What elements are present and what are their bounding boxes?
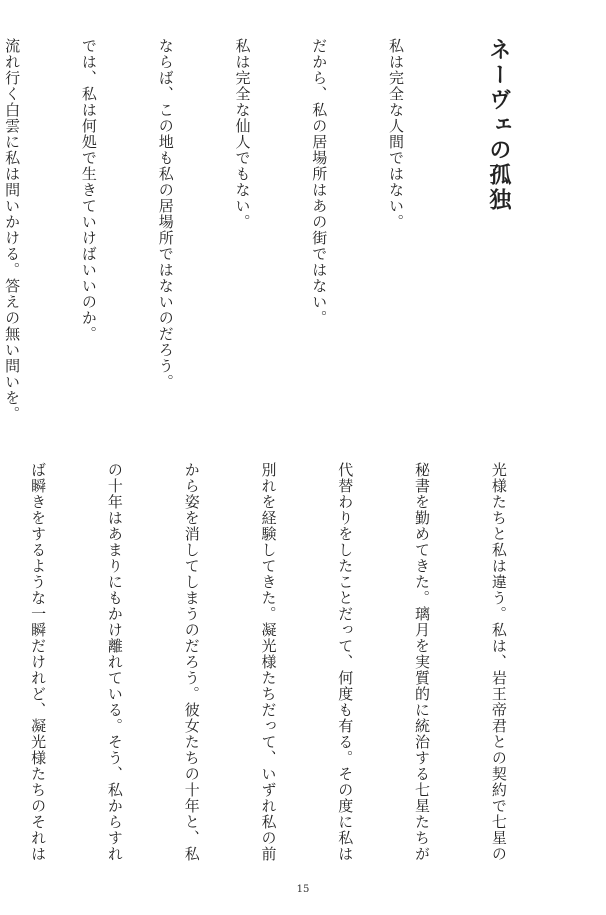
text-line: ば瞬きをするような一瞬だけれど、凝光様たちのそれは <box>29 462 48 862</box>
text-line: では、私は何処で生きていけばいいのか。 <box>79 38 98 342</box>
text-line: ならば、この地も私の居場所ではないのだろう。 <box>156 38 175 390</box>
text-line: 別れを経験してきた。凝光様たちだって、いずれ私の前 <box>259 462 278 862</box>
lower-text-block <box>22 462 562 872</box>
text-line: の十年はあまりにもかけ離れている。そう、私からすれ <box>105 462 124 862</box>
page-number: 15 <box>296 884 310 895</box>
upper-text-block <box>3 38 562 448</box>
chapter-title: ネーヴェの孤独 <box>485 38 511 213</box>
text-line: から姿を消してしまうのだろう。彼女たちの十年と、私 <box>182 462 201 862</box>
text-line: 流れ行く白雲に私は問いかける。答えの無い問いを。 <box>3 38 22 422</box>
text-line: 代替わりをしたことだって、何度も有る。その度に私は <box>336 462 355 862</box>
text-line: 私は完全な人間ではない。 <box>387 38 406 230</box>
text-line: 秘書を勤めてきた。璃月を実質的に統治する七星たちが <box>413 462 432 862</box>
text-line: だから、私の居場所はあの街ではない。 <box>310 38 329 326</box>
text-line: 光様たちと私は違う。私は、岩王帝君との契約で七星の <box>489 462 508 862</box>
text-line: 私は完全な仙人でもない。 <box>233 38 252 230</box>
